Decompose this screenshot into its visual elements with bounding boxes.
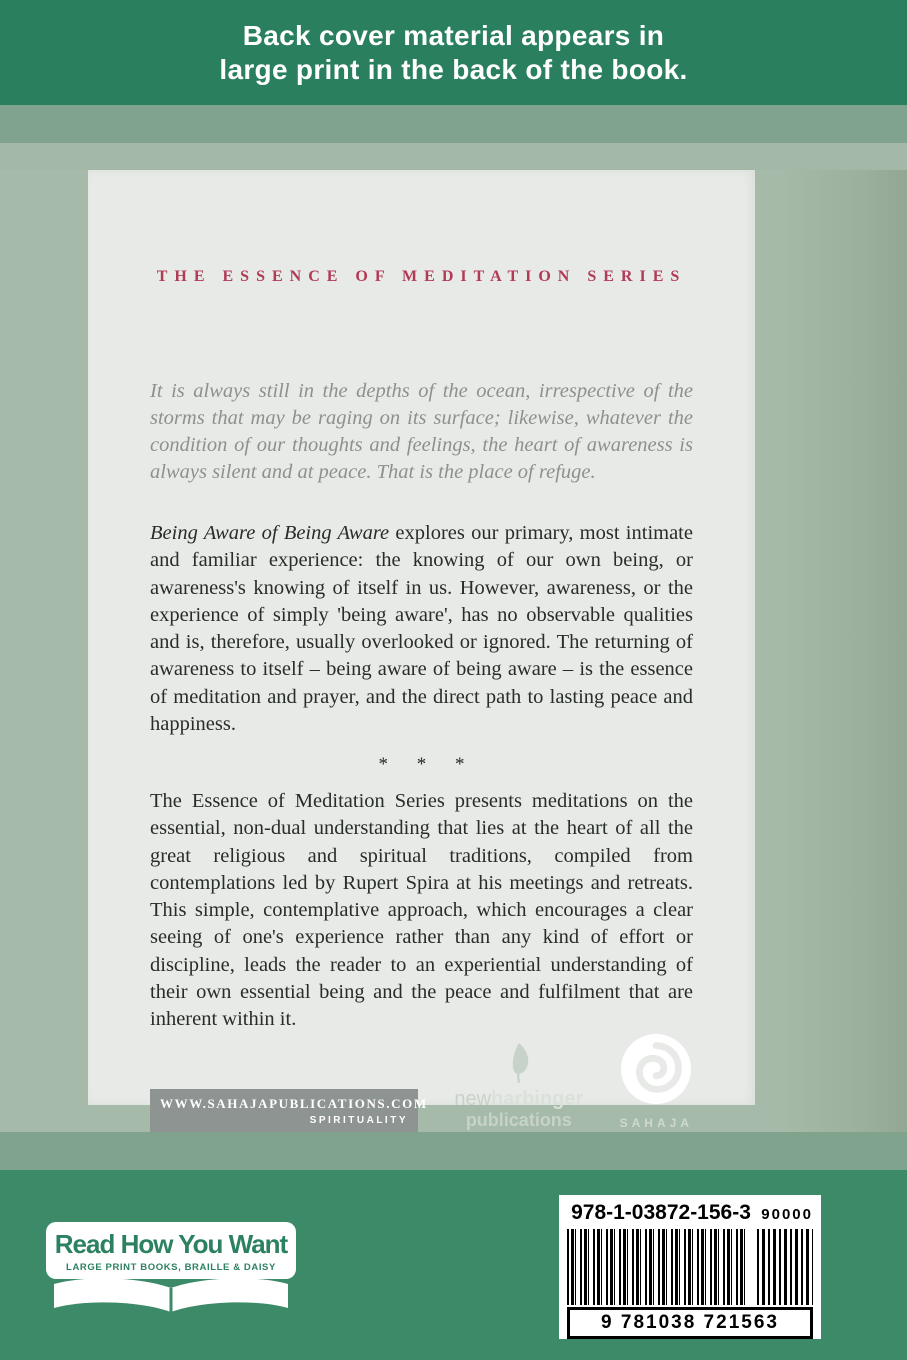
sahaja-circle-icon — [620, 1033, 692, 1110]
top-sage-band — [0, 105, 907, 143]
publisher-url: WWW.SAHAJAPUBLICATIONS.COM — [160, 1096, 428, 1112]
nh-word-new: new — [454, 1088, 492, 1111]
barcode-digits: 9 781038 721563 — [567, 1307, 813, 1339]
new-harbinger-wordmark — [454, 1088, 583, 1110]
banner-line-2: large print in the back of the book. — [219, 53, 688, 85]
sahaja-publications-box — [150, 1089, 428, 1132]
asterisk-separator: * * * — [378, 754, 465, 776]
rhyw-wordmark: Read How You Want — [54, 1229, 288, 1259]
isbn-barcode-block — [559, 1195, 821, 1339]
large-print-banner — [0, 0, 907, 105]
sahaja-wordmark: SAHAJA — [619, 1116, 693, 1131]
series-description-paragraph: The Essence of Meditation Series presents meditations on the essential, non-dual understanding that lies at the heart of all the great religious and spiritual traditions, compiled from contemplations led by Rupert Spira at his meetings and retreats. This simple, contemplative approach, which encourages a clear seeing of one's experience rather than any kind of effort or discipline, leads the reader to an experiential understanding of their own essential being and the peace and fulfilment that are inherent within it. — [150, 790, 693, 1031]
nh-word-publications: publications — [465, 1110, 572, 1131]
synopsis-text: explores our primary, most intimate and familiar experience: the knowing of our own being, or awareness's knowing of itself in us. However, awareness, or the experience of simply 'being aware', has no observable qualities and is, therefore, usually overlooked or ignored. The returning of awareness to itself – being aware of being aware – is the essence of meditation and prayer, and the direct path to lasting peace and happiness. — [150, 522, 693, 735]
cover-background — [0, 170, 907, 1132]
bottom-sage-band — [0, 1132, 907, 1170]
series-title: THE ESSENCE OF MEDITATION SERIES — [156, 268, 687, 285]
book-title-italic: Being Aware of Being Aware — [150, 522, 390, 545]
open-book-icon — [46, 1275, 296, 1326]
back-cover-card — [88, 170, 755, 1131]
footer-green-area — [0, 1170, 907, 1360]
barcode-supplement-bars — [757, 1229, 813, 1305]
rhyw-tagline: LARGE PRINT BOOKS, BRAILLE & DAISY — [66, 1262, 276, 1273]
leaf-icon — [506, 1043, 532, 1088]
isbn-number: 978-1-03872-156-3 — [571, 1201, 751, 1224]
barcode-main-bars — [567, 1229, 747, 1305]
synopsis-paragraph — [150, 520, 693, 738]
sahaja-logo — [620, 1033, 693, 1130]
banner-line-1: Back cover material appears in — [242, 19, 665, 51]
new-harbinger-logo — [454, 1043, 583, 1130]
publisher-logo-row — [150, 1033, 693, 1132]
barcode-bars — [567, 1229, 813, 1305]
barcode-header — [567, 1201, 813, 1225]
rhyw-logo-plate — [46, 1222, 296, 1279]
epigraph-quote: It is always still in the depths of the ocean, irrespective of the storms that may be raging on its surface; likewise, whatever the condition of our thoughts and feelings, the heart of awareness is always silent and at peace. That is the place of refuge. — [150, 380, 693, 484]
read-how-you-want-logo — [46, 1222, 296, 1326]
price-code: 90000 — [761, 1206, 813, 1223]
category-label: SPIRITUALITY — [309, 1115, 408, 1127]
nh-word-harbinger: harbinger — [491, 1088, 584, 1111]
